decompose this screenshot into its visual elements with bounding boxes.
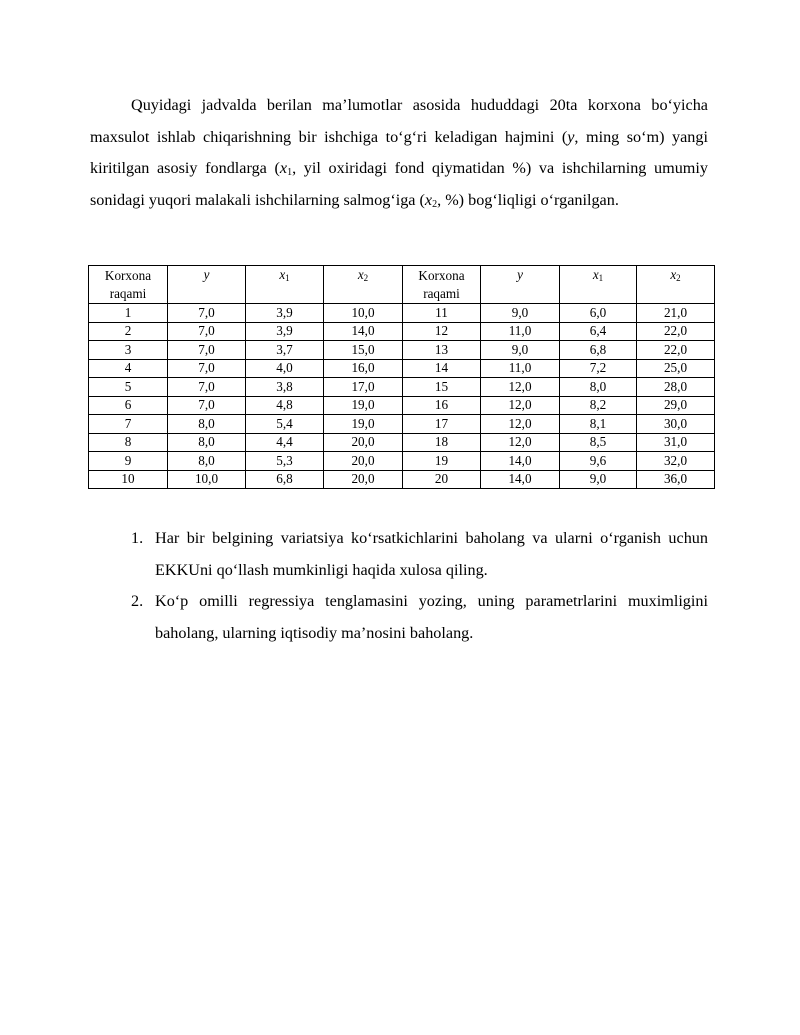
table-cell: 16 bbox=[403, 396, 481, 415]
table-cell: 8,0 bbox=[560, 378, 637, 397]
table-cell: 4 bbox=[89, 359, 168, 378]
table-row bbox=[89, 452, 715, 471]
table-cell: 20,0 bbox=[324, 433, 403, 452]
table-cell: 8 bbox=[89, 433, 168, 452]
table-cell: 19,0 bbox=[324, 396, 403, 415]
table-cell: 3,9 bbox=[246, 322, 324, 341]
table-cell: 9,0 bbox=[481, 304, 560, 323]
table-cell: 3,8 bbox=[246, 378, 324, 397]
table-cell: 13 bbox=[403, 341, 481, 360]
var-x1-subscript: 1 bbox=[287, 167, 293, 178]
table-cell: 29,0 bbox=[637, 396, 715, 415]
table-cell: 6,8 bbox=[560, 341, 637, 360]
task-number: 2. bbox=[131, 592, 144, 610]
table-cell: 5,4 bbox=[246, 415, 324, 434]
table-cell: 20 bbox=[403, 470, 481, 489]
table-cell: 10 bbox=[89, 470, 168, 489]
table-cell: 12 bbox=[403, 322, 481, 341]
task-item bbox=[90, 523, 708, 586]
intro-paragraph bbox=[90, 90, 708, 216]
table-cell: 4,0 bbox=[246, 359, 324, 378]
table-cell: 5,3 bbox=[246, 452, 324, 471]
table-row bbox=[89, 415, 715, 434]
table-cell: 3 bbox=[89, 341, 168, 360]
header-x1: $x_1$ bbox=[246, 266, 324, 304]
var-x2-subscript: 2 bbox=[432, 198, 438, 210]
table-cell: 22,0 bbox=[637, 341, 715, 360]
table-cell: 14 bbox=[403, 359, 481, 378]
table-cell: 7 bbox=[89, 415, 168, 434]
table-cell: 22,0 bbox=[637, 322, 715, 341]
table-cell: 6 bbox=[89, 396, 168, 415]
header-korxona-raqami: Korxona raqami bbox=[89, 266, 168, 304]
table-cell: 16,0 bbox=[324, 359, 403, 378]
header-x2-2: $x_2$ bbox=[637, 266, 715, 304]
var-y: y bbox=[567, 127, 575, 146]
table-cell: 8,5 bbox=[560, 433, 637, 452]
table-cell: 3,9 bbox=[246, 304, 324, 323]
table-cell: 19 bbox=[403, 452, 481, 471]
task-text: Ko‘p omilli regressiya tenglamasini yozing, uning parametrlarini muximligini baholang, ularning iqtisodiy ma’nosini baholang. bbox=[155, 592, 708, 642]
table-cell: 11 bbox=[403, 304, 481, 323]
table-cell: 14,0 bbox=[324, 322, 403, 341]
table-cell: 7,2 bbox=[560, 359, 637, 378]
table-cell: 4,8 bbox=[246, 396, 324, 415]
table-cell: 6,8 bbox=[246, 470, 324, 489]
table-cell: 9 bbox=[89, 452, 168, 471]
table-cell: 4,4 bbox=[246, 433, 324, 452]
table-cell: 6,4 bbox=[560, 322, 637, 341]
table-cell: 5 bbox=[89, 378, 168, 397]
table-cell: 12,0 bbox=[481, 378, 560, 397]
intro-text-2: , ming so‘m) yangi kiritilgan asosiy fondlarga ( bbox=[90, 127, 708, 177]
table-cell: 25,0 bbox=[637, 359, 715, 378]
table-row bbox=[89, 378, 715, 397]
table-cell: 19,0 bbox=[324, 415, 403, 434]
table-cell: 14,0 bbox=[481, 452, 560, 471]
table-cell: 8,1 bbox=[560, 415, 637, 434]
header-x1-2: $x_1$ bbox=[560, 266, 637, 304]
table-cell: 7,0 bbox=[168, 396, 246, 415]
table-row bbox=[89, 470, 715, 489]
table-cell: 20,0 bbox=[324, 470, 403, 489]
header-y: y bbox=[168, 266, 246, 304]
table-cell: 8,2 bbox=[560, 396, 637, 415]
table-cell: 8,0 bbox=[168, 415, 246, 434]
table-cell: 30,0 bbox=[637, 415, 715, 434]
task-list bbox=[90, 523, 708, 649]
table-cell: 6,0 bbox=[560, 304, 637, 323]
table-row bbox=[89, 396, 715, 415]
table-cell: 10,0 bbox=[168, 470, 246, 489]
task-number: 1. bbox=[131, 529, 144, 547]
table-cell: 7,0 bbox=[168, 322, 246, 341]
table-header-row bbox=[89, 266, 715, 304]
table-row bbox=[89, 304, 715, 323]
table-cell: 8,0 bbox=[168, 433, 246, 452]
table-cell: 9,0 bbox=[560, 470, 637, 489]
table-cell: 17,0 bbox=[324, 378, 403, 397]
table-cell: 12,0 bbox=[481, 396, 560, 415]
table-cell: 11,0 bbox=[481, 322, 560, 341]
table-cell: 7,0 bbox=[168, 341, 246, 360]
table-cell: 12,0 bbox=[481, 415, 560, 434]
table-cell: 15,0 bbox=[324, 341, 403, 360]
table-cell: 31,0 bbox=[637, 433, 715, 452]
table-row bbox=[89, 322, 715, 341]
table-cell: 12,0 bbox=[481, 433, 560, 452]
table-cell: 20,0 bbox=[324, 452, 403, 471]
intro-text-4: , %) bog‘liqligi o‘rganilgan. bbox=[437, 190, 619, 209]
var-x2: x bbox=[424, 190, 433, 209]
table-cell: 9,6 bbox=[560, 452, 637, 471]
header-korxona-raqami-2: Korxona raqami bbox=[403, 266, 481, 304]
table-cell: 7,0 bbox=[168, 304, 246, 323]
table-cell: 10,0 bbox=[324, 304, 403, 323]
table-cell: 8,0 bbox=[168, 452, 246, 471]
header-y-2: y bbox=[481, 266, 560, 304]
table-cell: 1 bbox=[89, 304, 168, 323]
var-x1: x bbox=[279, 159, 288, 177]
table-cell: 17 bbox=[403, 415, 481, 434]
table-body bbox=[89, 304, 715, 489]
task-item bbox=[90, 586, 708, 649]
table-cell: 15 bbox=[403, 378, 481, 397]
data-table bbox=[88, 265, 715, 489]
table-cell: 36,0 bbox=[637, 470, 715, 489]
table-cell: 7,0 bbox=[168, 378, 246, 397]
table-cell: 28,0 bbox=[637, 378, 715, 397]
table-row bbox=[89, 359, 715, 378]
task-text: Har bir belgining variatsiya ko‘rsatkichlarini baholang va ularni o‘rganish uchun EKKUni qo‘llash mumkinligi haqida xulosa qiling. bbox=[155, 529, 708, 579]
header-x2: $x_2$ bbox=[324, 266, 403, 304]
table-cell: 32,0 bbox=[637, 452, 715, 471]
intro-text-1: Quyidagi jadvalda berilan ma’lumotlar asosida hududdagi 20ta korxona bo‘yicha maxsulot ishlab chiqarishning bir ishchiga to‘g‘ri keladigan hajmini ( bbox=[90, 96, 708, 146]
intro-text-3: , yil oxiridagi fond qiymatidan %) va ishchilarning umumiy sonidagi yuqori malakali ishchilarning salmog‘iga ( bbox=[90, 159, 708, 209]
table-cell: 7,0 bbox=[168, 359, 246, 378]
table-cell: 21,0 bbox=[637, 304, 715, 323]
table-cell: 9,0 bbox=[481, 341, 560, 360]
table-cell: 11,0 bbox=[481, 359, 560, 378]
table-cell: 18 bbox=[403, 433, 481, 452]
table-cell: 14,0 bbox=[481, 470, 560, 489]
table-cell: 2 bbox=[89, 322, 168, 341]
table-row bbox=[89, 341, 715, 360]
table-row bbox=[89, 433, 715, 452]
table-cell: 3,7 bbox=[246, 341, 324, 360]
